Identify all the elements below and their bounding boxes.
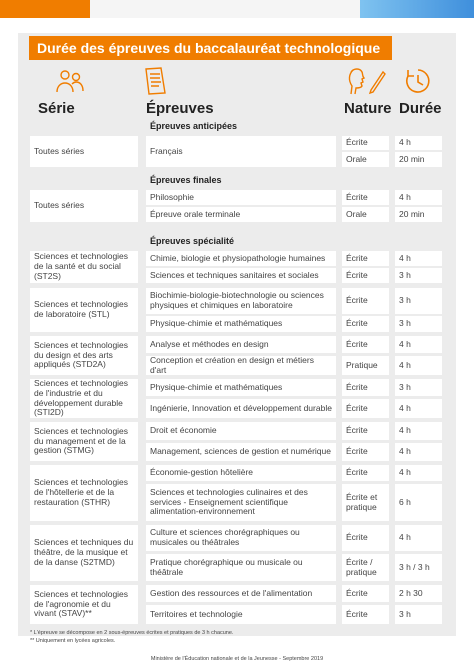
serie-cell: Sciences et technologies de l'hôtellerie et de la restauration (STHR) bbox=[30, 465, 138, 521]
epreuve-cell: Philosophie bbox=[146, 190, 336, 205]
writing-icon bbox=[345, 66, 387, 98]
epreuve-cell: Sciences et technologies culinaires et des services - Enseignement scientifique alimentation-environnement bbox=[146, 484, 336, 521]
duree-cell: 20 min bbox=[395, 207, 442, 222]
duree-cell: 3 h bbox=[395, 316, 442, 332]
epreuve-cell: Pratique chorégraphique ou musicale ou théâtrale bbox=[146, 554, 336, 581]
epreuve-cell: Sciences et techniques sanitaires et sociales bbox=[146, 268, 336, 283]
nature-cell: Écrite bbox=[342, 336, 389, 353]
epreuve-cell: Culture et sciences chorégraphiques ou musicales ou théâtrales bbox=[146, 525, 336, 551]
nature-cell: Orale bbox=[342, 152, 389, 167]
duree-cell: 4 h bbox=[395, 422, 442, 440]
epreuve-cell: Chimie, biologie et physiopathologie humaines bbox=[146, 251, 336, 266]
duree-cell: 2 h 30 bbox=[395, 585, 442, 602]
duree-cell: 4 h bbox=[395, 336, 442, 353]
section-finales: Épreuves finales bbox=[150, 175, 222, 185]
epreuve-cell: Conception et création en design et métiers d'art bbox=[146, 356, 336, 375]
nature-cell: Écrite bbox=[342, 422, 389, 440]
epreuve-cell: Ingénierie, Innovation et développement durable bbox=[146, 399, 336, 418]
top-bar-orange bbox=[0, 0, 90, 18]
epreuve-cell: Management, sciences de gestion et numérique bbox=[146, 443, 336, 461]
serie-cell: Sciences et technologies du management et de la gestion (STMG) bbox=[30, 422, 138, 461]
nature-cell: Écrite bbox=[342, 251, 389, 266]
clock-icon bbox=[404, 67, 432, 95]
serie-cell: Sciences et technologies de laboratoire (STL) bbox=[30, 288, 138, 332]
serie-cell: Sciences et technologies de l'agronomie et du vivant (STAV)** bbox=[30, 585, 138, 624]
nature-cell: Écrite bbox=[342, 585, 389, 602]
nature-cell: Écrite bbox=[342, 316, 389, 332]
footnote-1: * L'épreuve se décompose en 2 sous-épreuves écrites et pratiques de 3 h chacune. bbox=[30, 630, 234, 636]
duree-cell: 3 h / 3 h bbox=[395, 554, 442, 581]
duree-cell: 4 h bbox=[395, 465, 442, 481]
epreuve-cell: Droit et économie bbox=[146, 422, 336, 440]
duree-cell: 3 h bbox=[395, 379, 442, 396]
duree-cell: 4 h bbox=[395, 443, 442, 461]
epreuve-cell: Territoires et technologie bbox=[146, 605, 336, 624]
epreuve-cell: Économie-gestion hôtelière bbox=[146, 465, 336, 481]
top-color-bar bbox=[0, 0, 474, 18]
top-bar-light bbox=[90, 0, 360, 18]
nature-cell: Écrite et pratique bbox=[342, 484, 389, 521]
header-epreuves: Épreuves bbox=[146, 100, 214, 117]
duree-cell: 20 min bbox=[395, 152, 442, 167]
nature-cell: Écrite bbox=[342, 399, 389, 418]
nature-cell: Écrite bbox=[342, 136, 389, 150]
duree-cell: 4 h bbox=[395, 136, 442, 150]
nature-cell: Écrite / pratique bbox=[342, 554, 389, 581]
epreuve-cell: Épreuve orale terminale bbox=[146, 207, 336, 222]
nature-cell: Écrite bbox=[342, 288, 389, 314]
nature-cell: Écrite bbox=[342, 190, 389, 205]
serie-cell: Sciences et techniques du théâtre, de la musique et de la danse (S2TMD) bbox=[30, 525, 138, 581]
nature-cell: Orale bbox=[342, 207, 389, 222]
duree-cell: 4 h bbox=[395, 399, 442, 418]
header-duree: Durée bbox=[399, 100, 442, 117]
serie-cell: Sciences et technologies du design et des arts appliqués (STD2A) bbox=[30, 336, 138, 375]
section-anticipees: Épreuves anticipées bbox=[150, 121, 238, 131]
serie-cell: Toutes séries bbox=[30, 136, 138, 167]
duree-cell: 4 h bbox=[395, 356, 442, 375]
epreuve-cell: Physique-chimie et mathématiques bbox=[146, 379, 336, 396]
section-specialite: Épreuves spécialité bbox=[150, 236, 235, 246]
duree-cell: 3 h bbox=[395, 288, 442, 314]
ministry-credit: Ministère de l'Éducation nationale et de la Jeunesse - Septembre 2019 bbox=[150, 656, 324, 662]
serie-cell: Sciences et technologies de la santé et du social (ST2S) bbox=[30, 251, 138, 283]
serie-cell: Sciences et technologies de l'industrie et du développement durable (STI2D) bbox=[30, 379, 138, 418]
epreuve-cell: Gestion des ressources et de l'alimentation bbox=[146, 585, 336, 602]
header-nature: Nature bbox=[344, 100, 392, 117]
epreuve-cell: Français bbox=[146, 136, 336, 167]
nature-cell: Écrite bbox=[342, 268, 389, 283]
duree-cell: 4 h bbox=[395, 525, 442, 551]
header-serie: Série bbox=[38, 100, 75, 117]
document-icon bbox=[143, 66, 169, 96]
epreuve-cell: Analyse et méthodes en design bbox=[146, 336, 336, 353]
page-title: Durée des épreuves du baccalauréat technologique bbox=[29, 36, 392, 60]
epreuve-cell: Biochimie-biologie-biotechnologie ou sciences physiques et chimiques en laboratoire bbox=[146, 288, 336, 314]
epreuve-cell: Physique-chimie et mathématiques bbox=[146, 316, 336, 332]
duree-cell: 4 h bbox=[395, 190, 442, 205]
footnote-2: ** Uniquement en lycées agricoles. bbox=[30, 638, 116, 644]
duree-cell: 6 h bbox=[395, 484, 442, 521]
duree-cell: 3 h bbox=[395, 268, 442, 283]
duree-cell: 3 h bbox=[395, 605, 442, 624]
duree-cell: 4 h bbox=[395, 251, 442, 266]
serie-cell: Toutes séries bbox=[30, 190, 138, 222]
people-icon bbox=[55, 68, 85, 96]
nature-cell: Écrite bbox=[342, 443, 389, 461]
nature-cell: Pratique bbox=[342, 356, 389, 375]
nature-cell: Écrite bbox=[342, 605, 389, 624]
nature-cell: Écrite bbox=[342, 379, 389, 396]
nature-cell: Écrite bbox=[342, 525, 389, 551]
top-bar-blue bbox=[360, 0, 474, 18]
nature-cell: Écrite bbox=[342, 465, 389, 481]
